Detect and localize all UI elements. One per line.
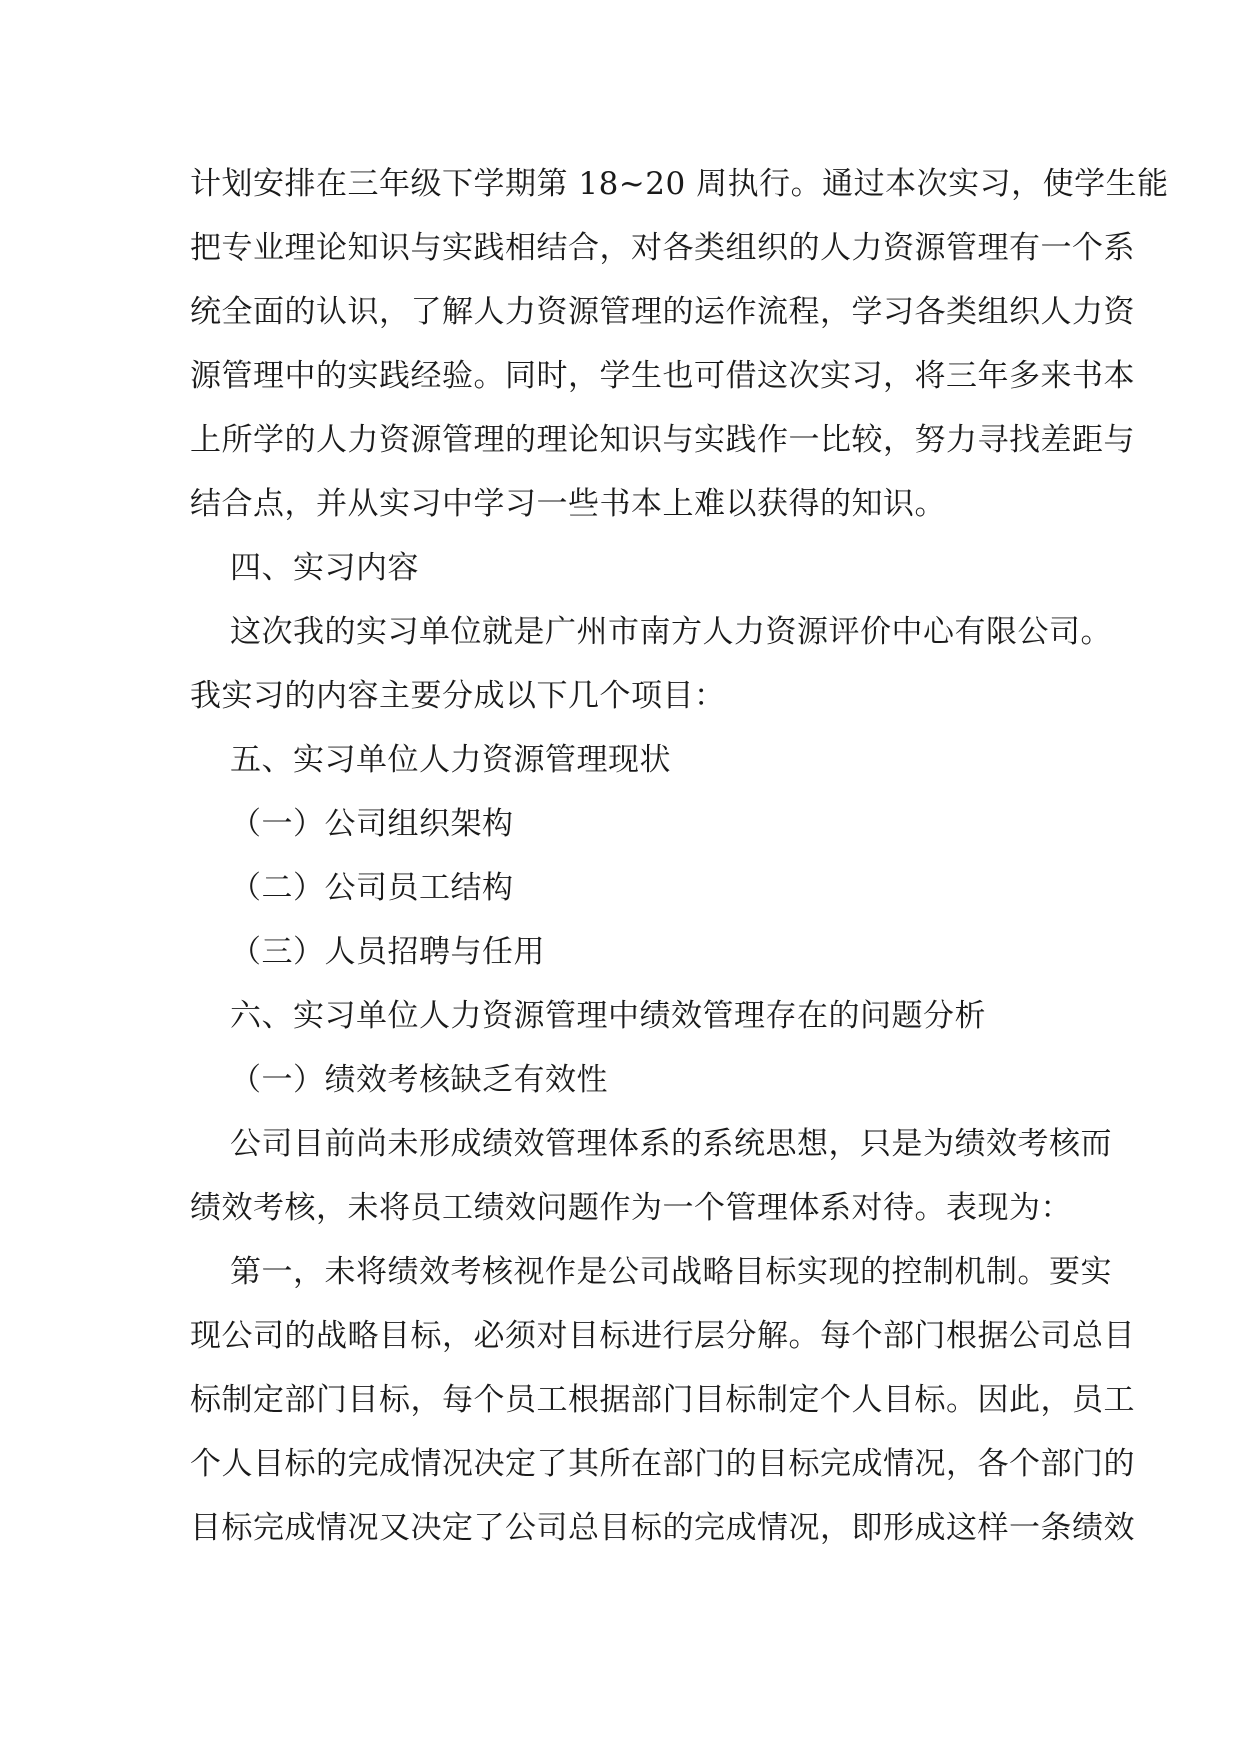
section-heading: 四、实习内容 (230, 550, 419, 586)
paragraph-line: 个人目标的完成情况决定了其所在部门的目标完成情况，各个部门的 (190, 1446, 1135, 1482)
subsection-heading: （一）绩效考核缺乏有效性 (230, 1062, 608, 1098)
paragraph-line: 这次我的实习单位就是广州市南方人力资源评价中心有限公司。 (230, 614, 1112, 650)
paragraph-line: 目标完成情况又决定了公司总目标的完成情况，即形成这样一条绩效 (190, 1510, 1135, 1546)
paragraph-line: 我实习的内容主要分成以下几个项目： (190, 678, 726, 714)
paragraph-line: 把专业理论知识与实践相结合，对各类组织的人力资源管理有一个系 (190, 230, 1135, 266)
section-heading: 六、实习单位人力资源管理中绩效管理存在的问题分析 (230, 998, 986, 1034)
paragraph-line: 现公司的战略目标，必须对目标进行层分解。每个部门根据公司总目 (190, 1318, 1135, 1354)
paragraph-line: 第一，未将绩效考核视作是公司战略目标实现的控制机制。要实 (230, 1254, 1112, 1290)
subsection-heading: （三）人员招聘与任用 (230, 934, 545, 970)
subsection-heading: （一）公司组织架构 (230, 806, 514, 842)
paragraph-line: 绩效考核，未将员工绩效问题作为一个管理体系对待。表现为： (190, 1190, 1072, 1226)
paragraph-line: 上所学的人力资源管理的理论知识与实践作一比较，努力寻找差距与 (190, 422, 1135, 458)
subsection-heading: （二）公司员工结构 (230, 870, 514, 906)
paragraph-line: 统全面的认识，了解人力资源管理的运作流程，学习各类组织人力资 (190, 294, 1135, 330)
section-heading: 五、实习单位人力资源管理现状 (230, 742, 671, 778)
paragraph-line: 标制定部门目标，每个员工根据部门目标制定个人目标。因此，员工 (190, 1382, 1135, 1418)
paragraph-line: 结合点，并从实习中学习一些书本上难以获得的知识。 (190, 486, 946, 522)
paragraph-line: 计划安排在三年级下学期第 18~20 周执行。通过本次实习，使学生能 (190, 166, 1169, 202)
paragraph-line: 源管理中的实践经验。同时，学生也可借这次实习，将三年多来书本 (190, 358, 1135, 394)
paragraph-line: 公司目前尚未形成绩效管理体系的系统思想，只是为绩效考核而 (230, 1126, 1112, 1162)
